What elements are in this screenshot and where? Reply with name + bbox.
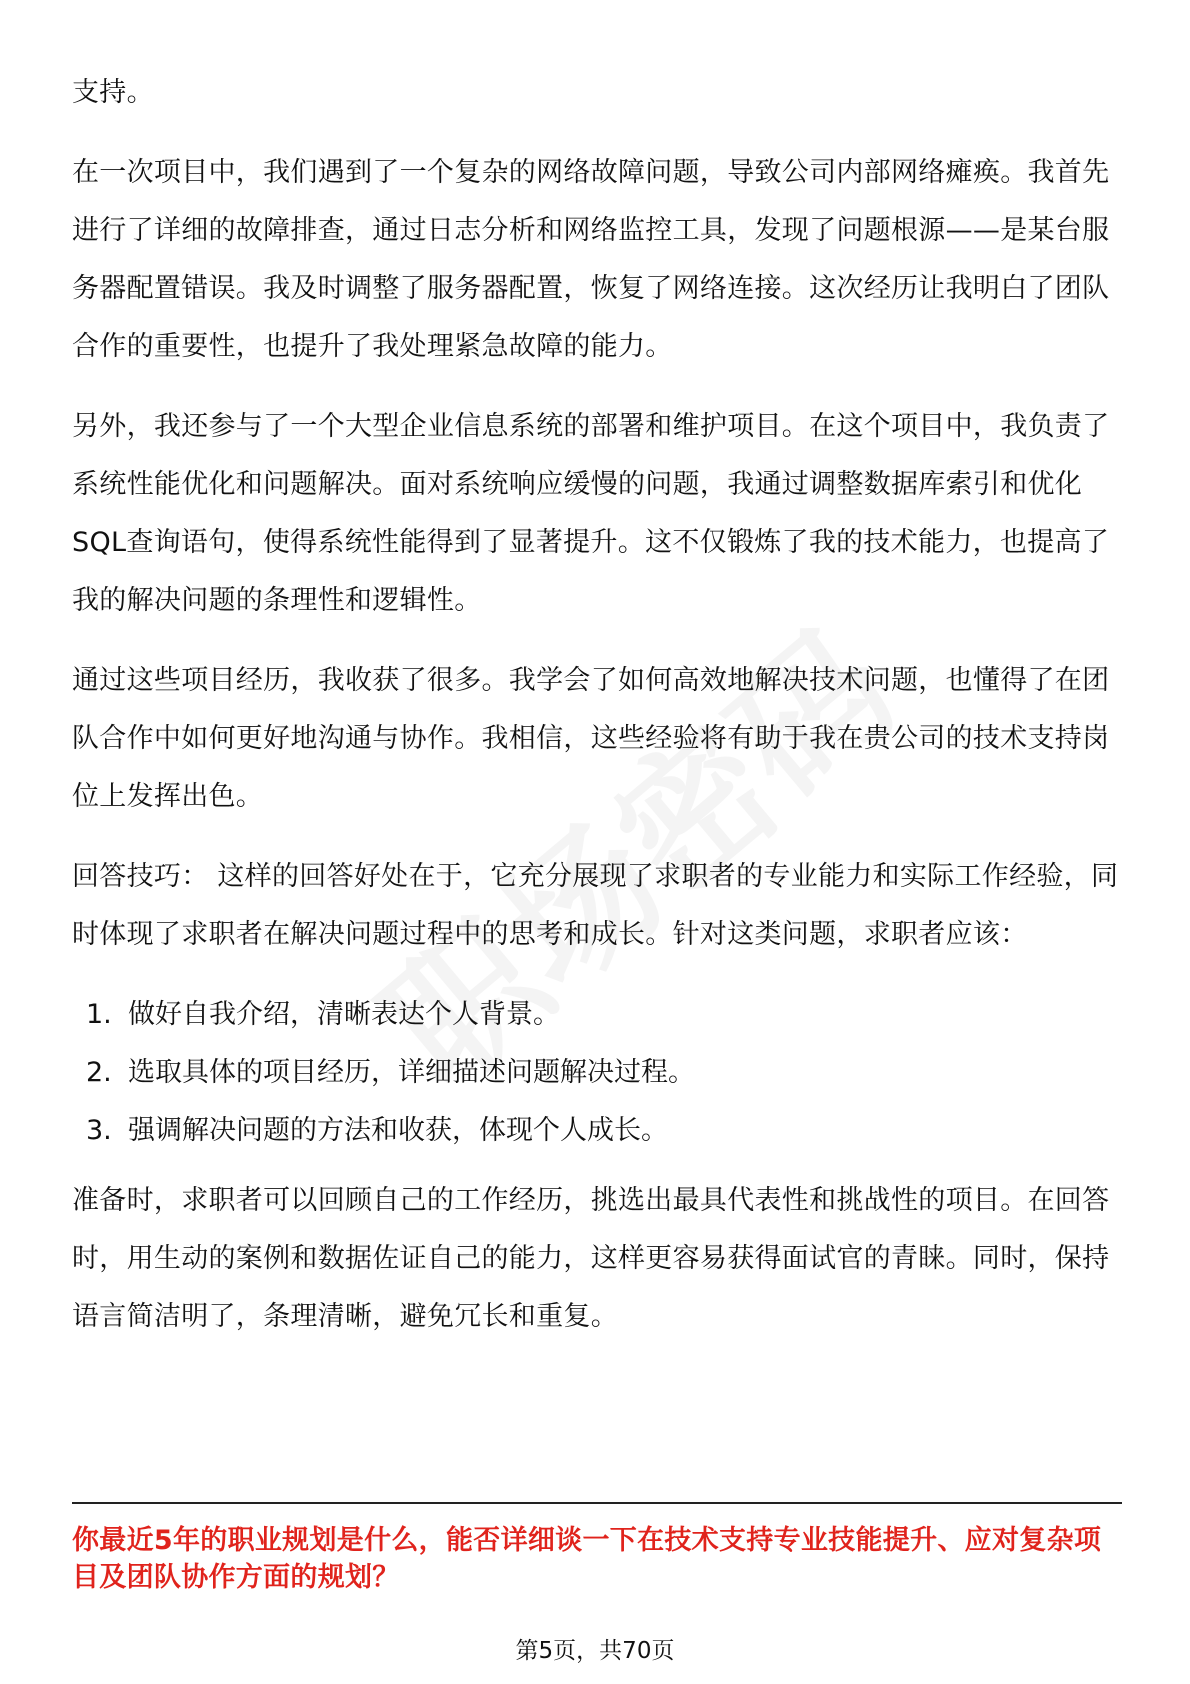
list-item-text: 强调解决问题的方法和收获，体现个人成长。 — [128, 1115, 668, 1146]
section-divider — [72, 1502, 1122, 1504]
list-item — [72, 1102, 1120, 1160]
tips-list — [72, 986, 1120, 1160]
list-item-number: 3. — [86, 1115, 112, 1146]
list-item — [72, 986, 1120, 1044]
paragraph-summary: 通过这些项目经历，我收获了很多。我学会了如何高效地解决技术问题，也懂得了在团队合作中如何更好地沟通与协作。我相信，这些经验将有助于我在贵公司的技术支持岗位上发挥出色。 — [72, 665, 1110, 812]
list-item-text: 选取具体的项目经历，详细描述问题解决过程。 — [128, 1057, 695, 1088]
list-item-number: 2. — [86, 1057, 112, 1088]
paragraph-preparation: 准备时，求职者可以回顾自己的工作经历，挑选出最具代表性和挑战性的项目。在回答时，用生动的案例和数据佐证自己的能力，这样更容易获得面试官的青睐。同时，保持语言简洁明了，条理清晰，避免冗长和重复。 — [72, 1185, 1110, 1332]
list-item-text: 做好自我介绍，清晰表达个人背景。 — [128, 999, 560, 1030]
list-item — [72, 1044, 1120, 1102]
page-number: 第5页，共70页 — [515, 1638, 675, 1664]
paragraph-continuation: 支持。 — [72, 77, 154, 108]
next-question-heading: 你最近5年的职业规划是什么，能否详细谈一下在技术支持专业技能提升、应对复杂项目及团队协作方面的规划？ — [72, 1525, 1102, 1593]
document-body — [72, 64, 1120, 1368]
paragraph-network-fault: 在一次项目中，我们遇到了一个复杂的网络故障问题，导致公司内部网络瘫痪。我首先进行了详细的故障排查，通过日志分析和网络监控工具，发现了问题根源——是某台服务器配置错误。我及时调整了服务器配置，恢复了网络连接。这次经历让我明白了团队合作的重要性，也提升了我处理紧急故障的能力。 — [72, 157, 1110, 362]
list-item-number: 1. — [86, 999, 112, 1030]
paragraph-enterprise-system: 另外，我还参与了一个大型企业信息系统的部署和维护项目。在这个项目中，我负责了系统性能优化和问题解决。面对系统响应缓慢的问题，我通过调整数据库索引和优化SQL查询语句，使得系统性能得到了显著提升。这不仅锻炼了我的技术能力，也提高了我的解决问题的条理性和逻辑性。 — [72, 411, 1110, 616]
paragraph-answer-tips: 回答技巧： 这样的回答好处在于，它充分展现了求职者的专业能力和实际工作经验，同时体现了求职者在解决问题过程中的思考和成长。针对这类问题，求职者应该： — [72, 861, 1119, 950]
